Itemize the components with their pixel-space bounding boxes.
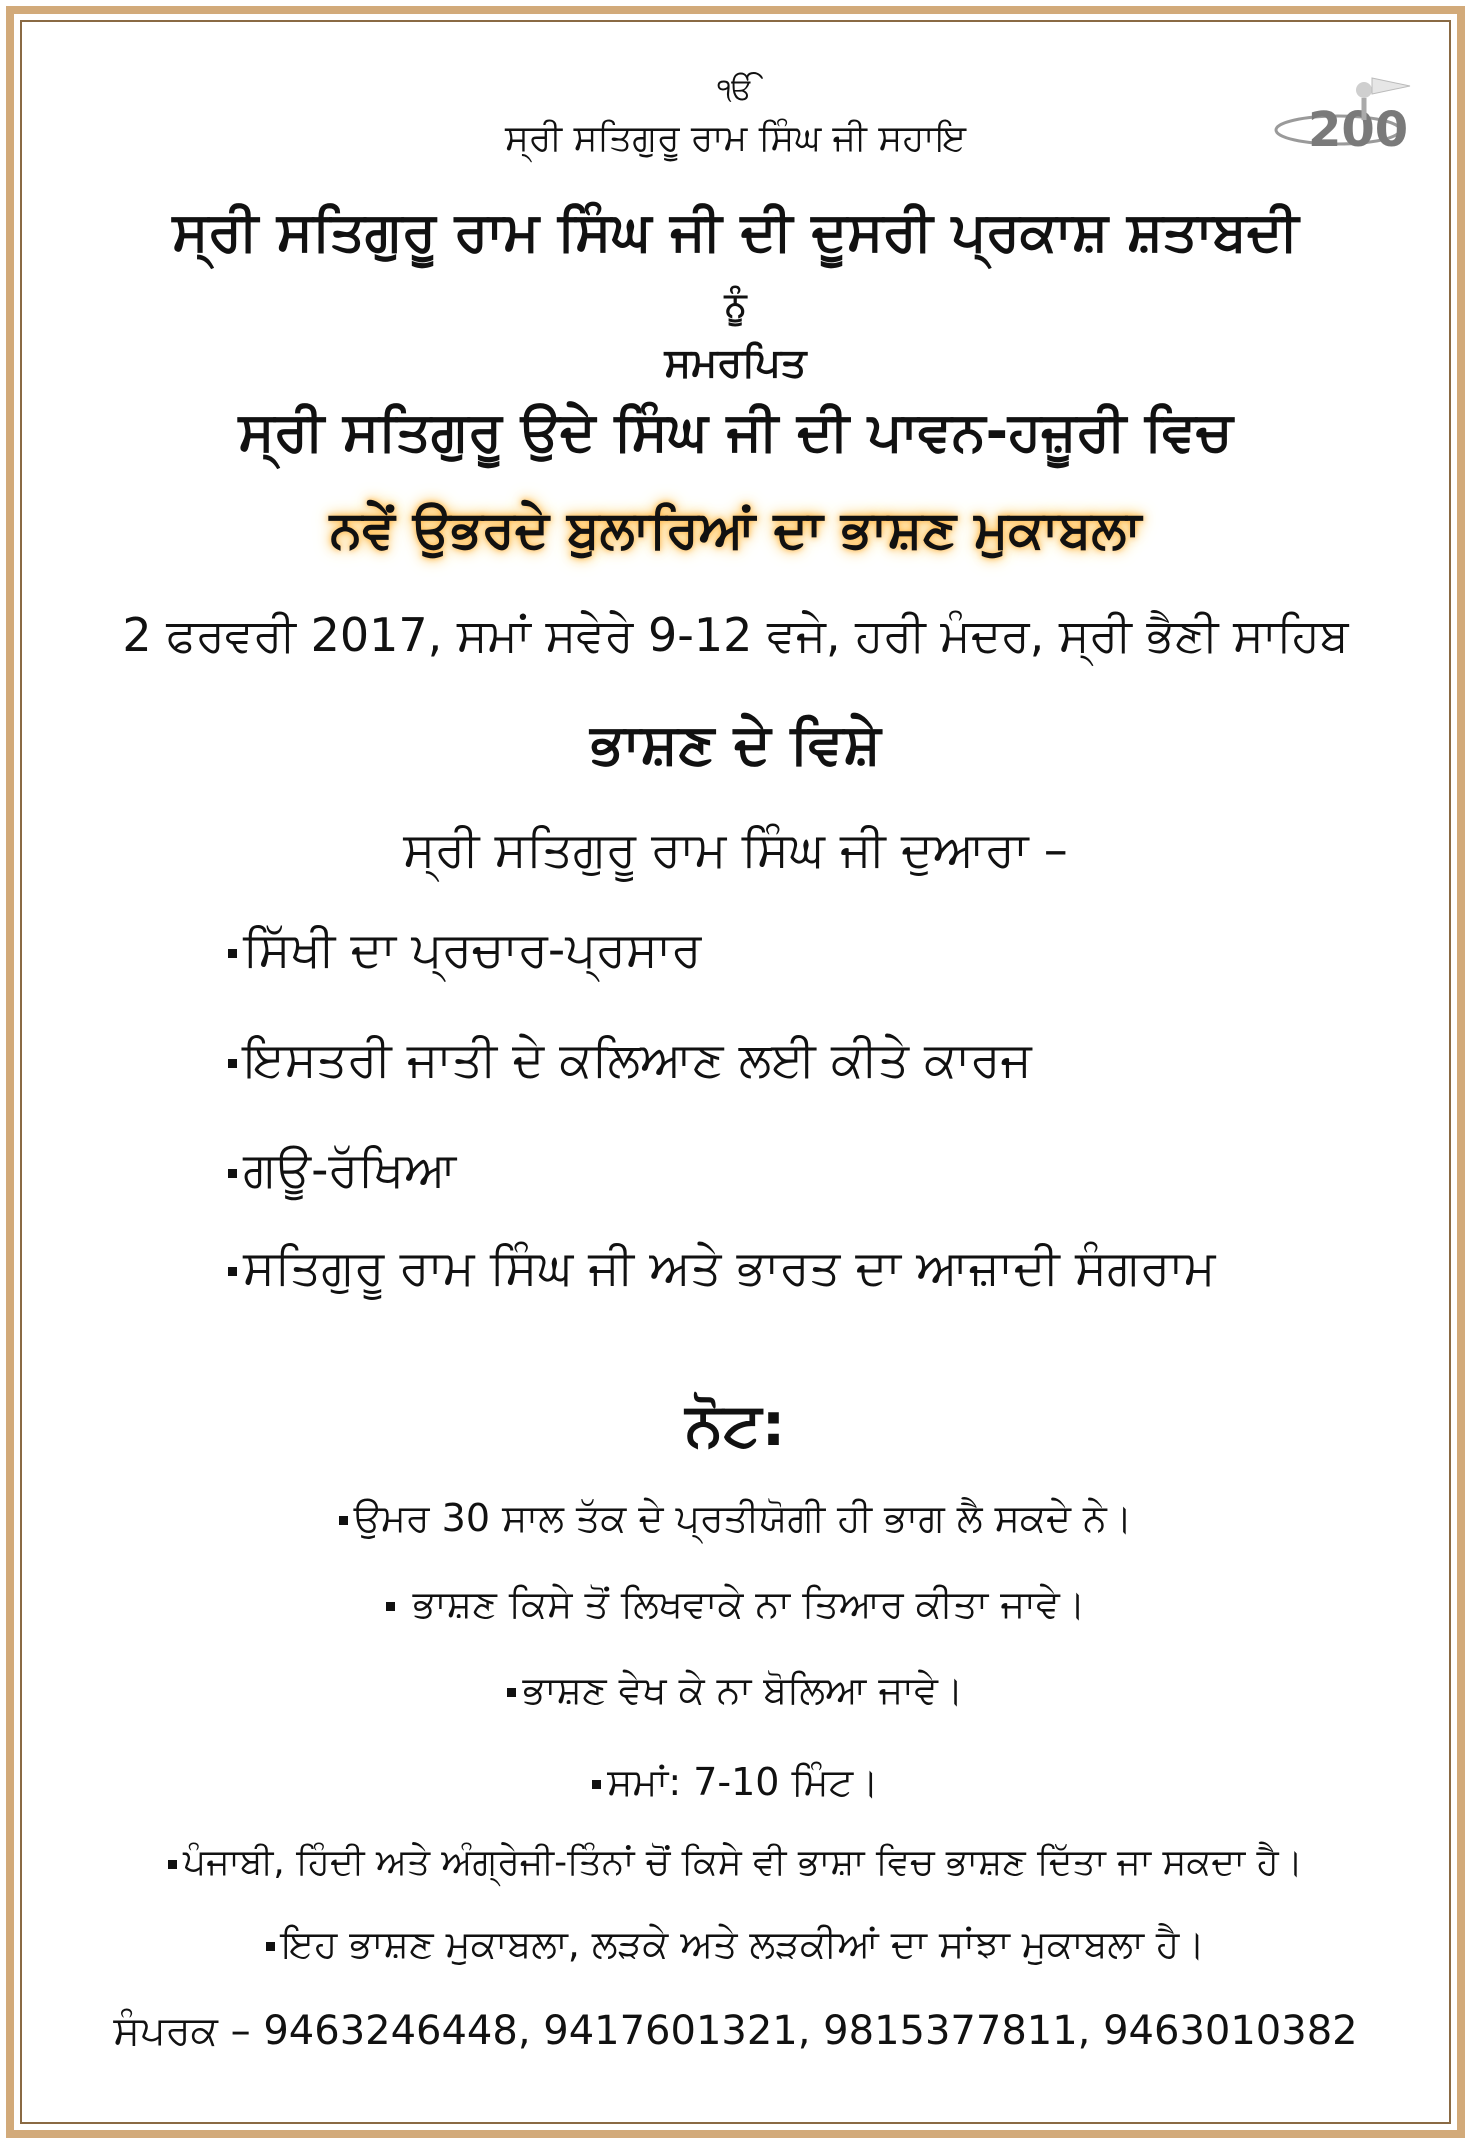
note-text: ਉਮਰ 30 ਸਾਲ ਤੱਕ ਦੇ ਪ੍ਰਤੀਯੋਗੀ ਹੀ ਭਾਗ ਲੈ ਸਕਦੇ ਨੇ। <box>353 1496 1133 1540</box>
notes-heading: ਨੋਟ: <box>685 1390 786 1460</box>
topic-text: ਇਸਤਰੀ ਜਾਤੀ ਦੇ ਕਲਿਆਣ ਲਈ ਕੀਤੇ ਕਾਰਜ <box>243 1032 1032 1088</box>
bullet-icon <box>228 1267 237 1276</box>
bullet-icon <box>168 1860 177 1869</box>
topic-text: ਸਤਿਗੁਰੂ ਰਾਮ ਸਿੰਘ ਜੀ ਅਤੇ ਭਾਰਤ ਦਾ ਆਜ਼ਾਦੀ ਸੰਗਰਾਮ <box>243 1240 1216 1296</box>
note-item <box>0 1842 1471 1884</box>
title-nu: ਨੂੰ <box>724 285 747 325</box>
bullet-icon <box>266 1942 275 1951</box>
bullet-icon <box>228 1059 237 1068</box>
event-details: 2 ਫਰਵਰੀ 2017, ਸਮਾਂ ਸਵੇਰੇ 9-12 ਵਜੇ, ਹਰੀ ਮੰਦਰ, ਸ੍ਰੀ ਭੈਣੀ ਸਾਹਿਬ <box>122 608 1349 662</box>
topic-item <box>228 922 701 979</box>
note-item <box>0 1922 1471 1967</box>
topic-item <box>228 1032 1032 1089</box>
bullet-icon <box>507 1688 516 1697</box>
note-item <box>0 1668 1471 1713</box>
bullet-icon <box>386 1602 395 1611</box>
topic-item <box>228 1142 456 1199</box>
note-item <box>0 1760 1471 1805</box>
title-dedicated: ਸਮਰਪਿਤ <box>664 340 807 386</box>
topics-heading: ਭਾਸ਼ਣ ਦੇ ਵਿਸ਼ੇ <box>590 712 881 777</box>
topic-text: ਗਊ-ਰੱਖਿਆ <box>243 1142 457 1198</box>
ik-onkar-symbol: ੴ <box>717 72 754 107</box>
note-text: ਇਹ ਭਾਸ਼ਣ ਮੁਕਾਬਲਾ, ਲੜਕੇ ਅਤੇ ਲੜਕੀਆਂ ਦਾ ਸਾਂਝਾ ਮੁਕਾਬਲਾ ਹੈ। <box>281 1922 1205 1966</box>
invocation-line: ਸ੍ਰੀ ਸਤਿਗੁਰੂ ਰਾਮ ਸਿੰਘ ਜੀ ਸਹਾਇ <box>505 118 966 159</box>
bullet-icon <box>592 1780 601 1789</box>
title-presence: ਸ੍ਰੀ ਸਤਿਗੁਰੂ ਉਦੇ ਸਿੰਘ ਜੀ ਦੀ ਪਾਵਨ-ਹਜ਼ੂਰੀ ਵਿਚ <box>238 400 1233 463</box>
note-text: ਭਾਸ਼ਣ ਕਿਸੇ ਤੋਂ ਲਿਖਵਾਕੇ ਨਾ ਤਿਆਰ ਕੀਤਾ ਜਾਵੇ। <box>412 1582 1086 1626</box>
competition-title: ਨਵੇਂ ਉਭਰਦੇ ਬੁਲਾਰਿਆਂ ਦਾ ਭਾਸ਼ਣ ਮੁਕਾਬਲਾ <box>329 500 1142 560</box>
contact-numbers: ਸੰਪਰਕ – 9463246448, 9417601321, 9815377811, 9463010382 <box>113 2008 1358 2054</box>
bullet-icon <box>228 1169 237 1178</box>
note-text: ਪੰਜਾਬੀ, ਹਿੰਦੀ ਅਤੇ ਅੰਗ੍ਰੇਜੀ-ਤਿੰਨਾਂ ਚੋਂ ਕਿਸੇ ਵੀ ਭਾਸ਼ਾ ਵਿਚ ਭਾਸ਼ਣ ਦਿੱਤਾ ਜਾ ਸਕਦਾ ਹੈ। <box>182 1842 1304 1883</box>
title-centenary: ਸ੍ਰੀ ਸਤਿਗੁਰੂ ਰਾਮ ਸਿੰਘ ਜੀ ਦੀ ਦੂਸਰੀ ਪ੍ਰਕਾਸ਼ ਸ਼ਤਾਬਦੀ <box>172 200 1299 263</box>
topic-text: ਸਿੱਖੀ ਦਾ ਪ੍ਰਚਾਰ-ਪ੍ਰਸਾਰ <box>243 922 702 978</box>
note-text: ਸਮਾਂ: 7-10 ਮਿੰਟ। <box>607 1760 879 1804</box>
topic-item <box>228 1240 1215 1297</box>
note-text: ਭਾਸ਼ਣ ਵੇਖ ਕੇ ਨਾ ਬੋਲਿਆ ਜਾਵੇ। <box>522 1668 964 1712</box>
note-item <box>0 1582 1471 1627</box>
topics-intro: ਸ੍ਰੀ ਸਤਿਗੁਰੂ ਰਾਮ ਸਿੰਘ ਜੀ ਦੁਆਰਾ – <box>403 822 1068 878</box>
bullet-icon <box>339 1516 348 1525</box>
note-item <box>0 1496 1471 1541</box>
bullet-icon <box>228 949 237 958</box>
logo-text: 200 <box>1308 102 1409 158</box>
